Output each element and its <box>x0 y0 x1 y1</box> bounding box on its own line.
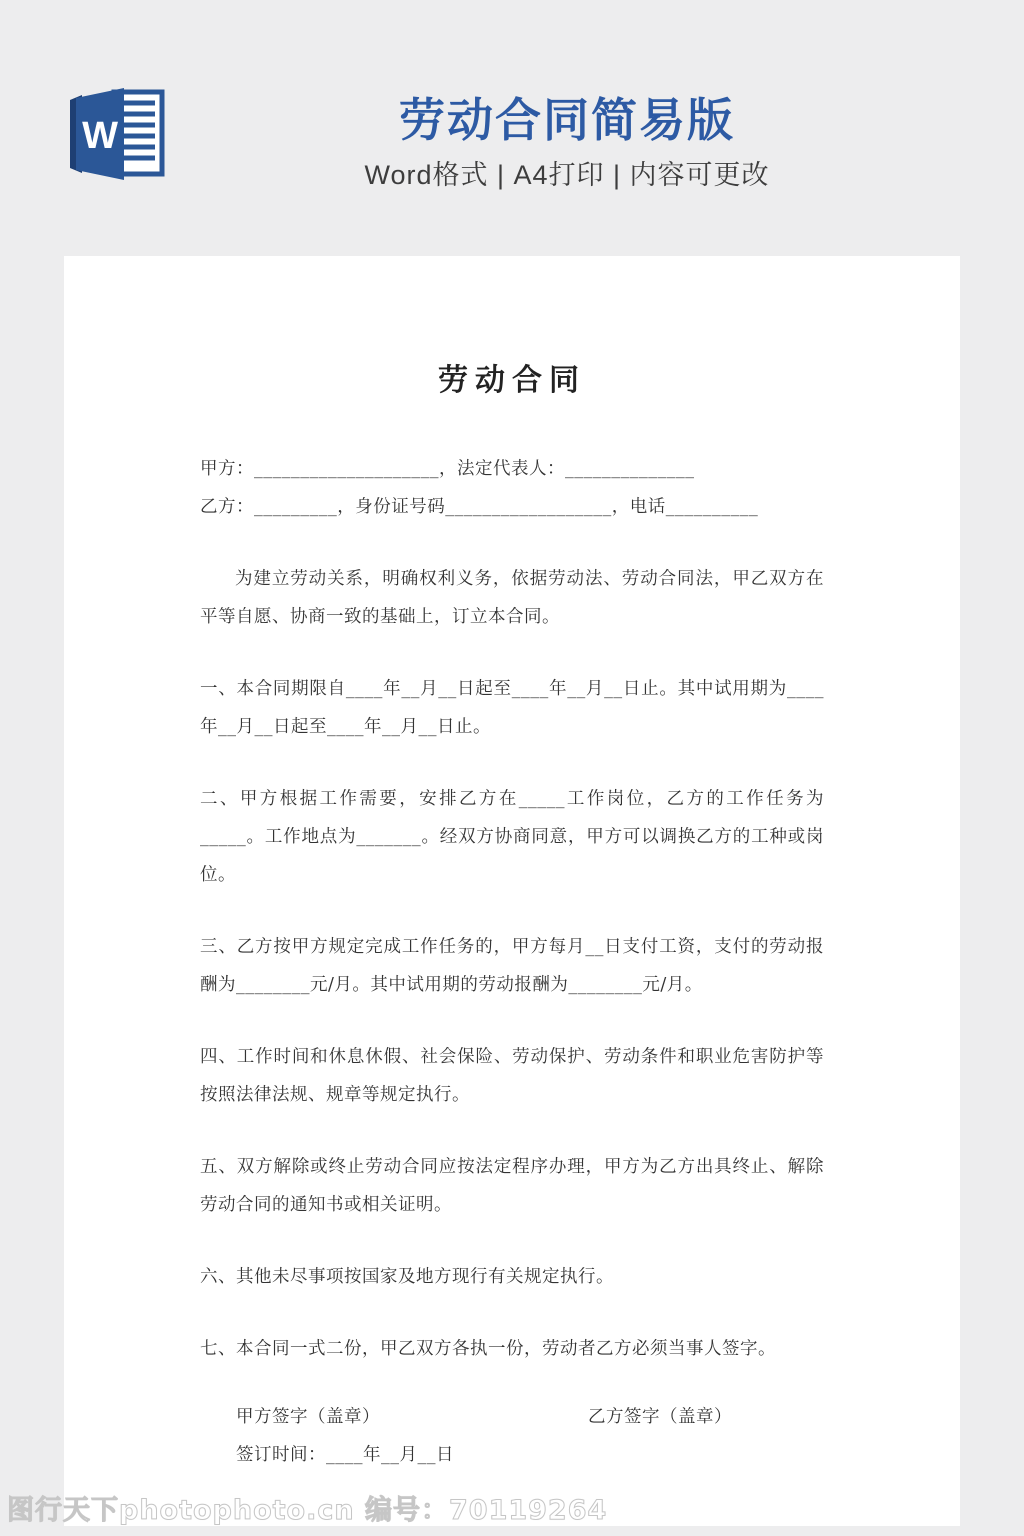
party-a-line: 甲方：____________________，法定代表人：______________ <box>200 459 695 479</box>
document-page <box>64 256 960 1526</box>
site-watermark: 图行天下photophoto.cn 编号：70119264 <box>7 1495 608 1526</box>
clause-4: 四、工作时间和休息休假、社会保险、劳动保护、劳动条件和职业危害防护等按照法律法规、规章等规定执行。 <box>200 1047 824 1105</box>
signature-row <box>200 1398 824 1436</box>
header <box>0 0 1024 256</box>
page-subtitle: Word格式 | A4打印 | 内容可更改 <box>364 160 770 190</box>
party-b-line: 乙方：_________，身份证号码__________________，电话__________ <box>200 497 759 517</box>
header-text <box>110 92 1024 192</box>
page-title: 劳动合同简易版 <box>399 94 735 146</box>
sign-date-line: 签订时间：____年__月__日 <box>236 1445 454 1465</box>
clause-2: 二、甲方根据工作需要，安排乙方在_____工作岗位，乙方的工作任务为_____。工作地点为_______。经双方协商同意，甲方可以调换乙方的工种或岗位。 <box>200 789 824 885</box>
clause-5: 五、双方解除或终止劳动合同应按法定程序办理，甲方为乙方出具终止、解除劳动合同的通知书或相关证明。 <box>200 1157 824 1215</box>
clause-3: 三、乙方按甲方规定完成工作任务的，甲方每月__日支付工资，支付的劳动报酬为________元/月。其中试用期的劳动报酬为________元/月。 <box>200 937 824 995</box>
party-lines <box>200 450 824 526</box>
clause-6: 六、其他未尽事项按国家及地方现行有关规定执行。 <box>200 1267 614 1287</box>
clause-1: 一、本合同期限自____年__月__日起至____年__月__日止。其中试用期为____年__月__日起至____年__月__日止。 <box>200 679 824 737</box>
party-b-signature-label: 乙方签字（盖章） <box>588 1407 732 1427</box>
contract-title: 劳动合同 <box>438 363 586 398</box>
intro-paragraph: 为建立劳动关系，明确权利义务，依据劳动法、劳动合同法，甲乙双方在平等自愿、协商一致的基础上，订立本合同。 <box>200 569 824 627</box>
clause-7: 七、本合同一式二份，甲乙双方各执一份，劳动者乙方必须当事人签字。 <box>200 1339 776 1359</box>
word-icon-letter: W <box>82 115 118 157</box>
party-a-signature-label: 甲方签字（盖章） <box>236 1407 380 1427</box>
